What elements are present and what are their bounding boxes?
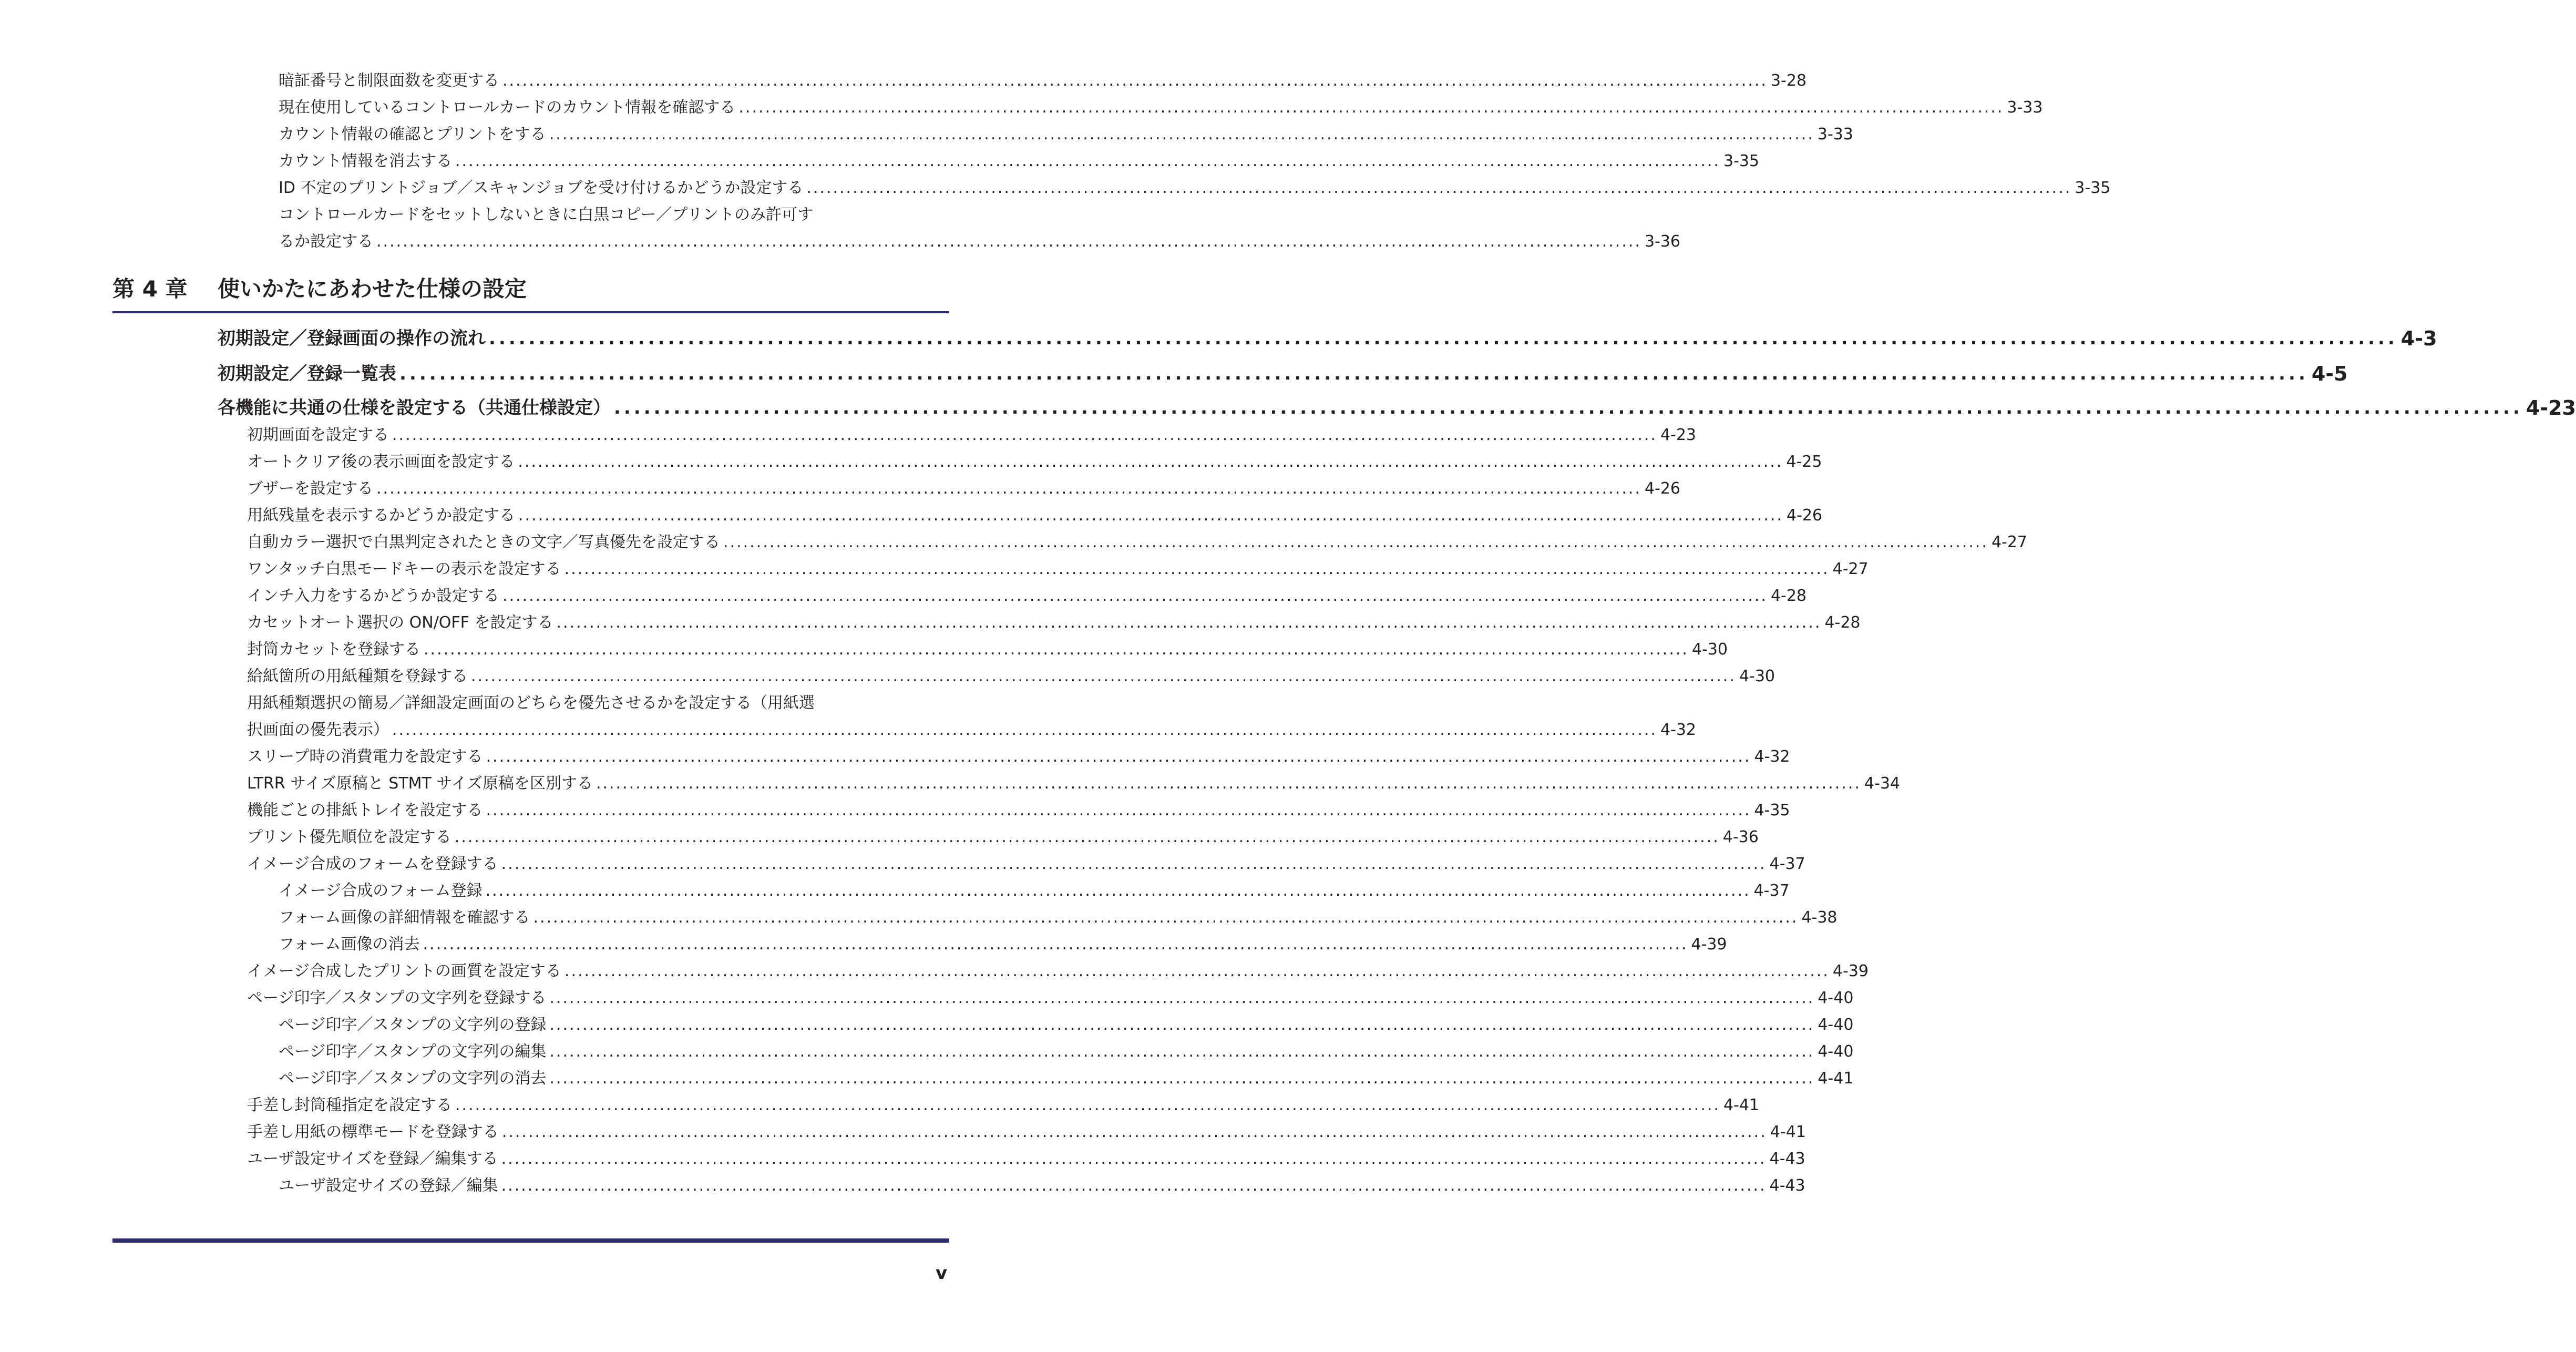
toc-entry[interactable] xyxy=(247,505,1823,526)
toc-entry[interactable] xyxy=(247,800,1790,821)
toc-entry-title: ブザーを設定する xyxy=(247,479,373,498)
toc-entry[interactable] xyxy=(279,880,1790,902)
toc-entry-page: 4-28 xyxy=(1824,613,1861,632)
toc-entry-title: ページ印字／スタンプの文字列の登録 xyxy=(279,1016,547,1034)
leader-dots: ................................................................................................................................................................................................ xyxy=(549,1042,1815,1061)
toc-entry[interactable] xyxy=(247,827,1759,848)
leader-dots: ................................................................................................................................................................................................ xyxy=(502,587,1768,605)
toc-entry-page: 4-39 xyxy=(1832,962,1869,980)
leader-dots: ................................................................................................................................................................................................ xyxy=(471,667,1736,685)
leader-dots: ................................................................................................................................................................................................ xyxy=(376,479,1641,498)
toc-entry-page: 4-40 xyxy=(1818,1016,1854,1034)
leader-dots: ................................................................................................................................................................................................ xyxy=(533,908,1799,927)
toc-entry-title: イメージ合成のフォーム登録 xyxy=(279,882,483,900)
toc-entry[interactable] xyxy=(247,854,1805,875)
toc-entry-page: 4-37 xyxy=(1769,855,1805,873)
toc-entry-page: 4-38 xyxy=(1801,908,1838,927)
leader-dots: ................................................................................................................................................................................................ xyxy=(454,828,1720,846)
toc-entry-page: 4-41 xyxy=(1770,1123,1806,1141)
toc-entry-title: ID 不定のプリントジョブ／スキャンジョブを受け付けるかどうか設定する xyxy=(279,179,804,197)
toc-entry[interactable] xyxy=(279,124,1853,145)
toc-entry-page: 4-25 xyxy=(1786,453,1822,471)
leader-dots: ................................................................................................................................................................................................ xyxy=(596,774,1861,793)
chapter-divider xyxy=(112,311,949,313)
toc-entry[interactable] xyxy=(247,1122,1806,1143)
toc-entry-title: LTRR サイズ原稿と STMT サイズ原稿を区別する xyxy=(247,774,593,793)
toc-entry-page: 4-43 xyxy=(1769,1176,1805,1195)
toc-entry-title: カセットオート選択の ON/OFF を設定する xyxy=(247,613,553,632)
toc-entry[interactable] xyxy=(247,961,1869,982)
toc-entry-title: 暗証番号と制限面数を変更する xyxy=(279,71,499,90)
toc-entry-title: 自動カラー選択で白黒判定されたときの文字／写真優先を設定する xyxy=(247,533,720,551)
toc-entry-title: スリープ時の消費電力を設定する xyxy=(247,747,483,766)
toc-section-page: 4-3 xyxy=(2400,327,2437,350)
toc-entry[interactable] xyxy=(279,934,1727,955)
toc-entry[interactable] xyxy=(247,532,2028,553)
toc-entry[interactable] xyxy=(247,720,1697,741)
toc-entry[interactable] xyxy=(279,1041,1854,1062)
toc-entry-page: 4-30 xyxy=(1739,667,1776,685)
toc-entry[interactable] xyxy=(247,559,1869,580)
leader-dots: ................................................................................................................................................................................................ xyxy=(485,882,1751,900)
toc-section-title: 初期設定／登録画面の操作の流れ xyxy=(218,328,486,349)
leader-dots: ................................................................................................................................................................................................ xyxy=(486,801,1751,820)
toc-entry-title: 給紙箇所の用紙種類を登録する xyxy=(247,667,468,685)
toc-entry-page: 4-37 xyxy=(1753,882,1790,900)
toc-section-title: 各機能に共通の仕様を設定する（共通仕様設定） xyxy=(218,397,611,418)
toc-entry-title: 手差し用紙の標準モードを登録する xyxy=(247,1123,499,1141)
leader-dots: ................................................................................................................................................................................................ xyxy=(518,453,1783,471)
toc-entry-page: 4-23 xyxy=(1660,426,1697,444)
toc-entry-page: 4-41 xyxy=(1723,1096,1760,1114)
toc-entry-page: 4-34 xyxy=(1864,774,1901,793)
leader-dots: ................................................................................................................................................................................................ xyxy=(723,533,1988,551)
chapter-title[interactable]: 使いかたにあわせた仕様の設定 xyxy=(218,276,527,302)
toc-entry-page: 4-32 xyxy=(1660,721,1697,739)
leader-dots: ................................................................................................................................................................................................ xyxy=(489,328,2398,349)
leader-dots: ................................................................................................................................................................................................ xyxy=(376,232,1641,251)
leader-dots: ................................................................................................................................................................................................ xyxy=(564,962,1830,980)
toc-entry[interactable] xyxy=(279,151,1760,172)
leader-dots: ................................................................................................................................................................................................ xyxy=(455,1096,1720,1114)
leader-dots: ................................................................................................................................................................................................ xyxy=(549,1069,1815,1088)
toc-entry-title: 封筒カセットを登録する xyxy=(247,640,420,659)
toc-entry-page: 3-35 xyxy=(2075,179,2111,197)
toc-entry-page: 4-27 xyxy=(1991,533,2028,551)
toc-entry-title: イメージ合成したプリントの画質を設定する xyxy=(247,962,561,980)
toc-entry-title-line1[interactable]: 用紙種類選択の簡易／詳細設定画面のどちらを優先させるかを設定する（用紙選 xyxy=(247,694,815,712)
leader-dots: ................................................................................................................................................................................................ xyxy=(518,506,1783,525)
toc-entry-title: 択画面の優先表示） xyxy=(247,721,389,739)
toc-entry-page: 4-39 xyxy=(1691,935,1727,954)
toc-entry-page: 4-40 xyxy=(1818,989,1854,1007)
leader-dots: ................................................................................................................................................................................................ xyxy=(501,1123,1767,1141)
toc-entry-title: るか設定する xyxy=(279,232,373,251)
toc-entry-page: 4-30 xyxy=(1691,640,1728,659)
toc-entry-page: 4-40 xyxy=(1818,1042,1854,1061)
toc-entry-page: 4-35 xyxy=(1754,801,1790,820)
toc-entry[interactable] xyxy=(247,452,1822,473)
toc-entry[interactable] xyxy=(279,1015,1854,1036)
toc-entry-title: カウント情報を消去する xyxy=(279,152,452,170)
toc-entry[interactable] xyxy=(279,178,2111,199)
leader-dots: ................................................................................................................................................................................................ xyxy=(564,560,1830,578)
toc-entry-page: 4-36 xyxy=(1722,828,1759,846)
toc-entry-title: ページ印字／スタンプの文字列を登録する xyxy=(247,989,547,1007)
toc-entry[interactable] xyxy=(247,1095,1760,1116)
toc-entry-title: プリント優先順位を設定する xyxy=(247,828,451,846)
toc-entry[interactable] xyxy=(279,1175,1805,1196)
leader-dots: ................................................................................................................................................................................................ xyxy=(556,613,1822,632)
toc-section[interactable] xyxy=(218,395,2576,421)
toc-entry-title: ページ印字／スタンプの文字列の消去 xyxy=(279,1069,547,1088)
toc-entry-title: フォーム画像の詳細情報を確認する xyxy=(279,908,530,927)
toc-entry-title: 初期画面を設定する xyxy=(247,426,389,444)
leader-dots: ................................................................................................................................................................................................ xyxy=(501,1176,1767,1195)
toc-entry-page: 3-36 xyxy=(1644,232,1681,251)
toc-entry-page: 4-26 xyxy=(1786,506,1823,525)
toc-section-title: 初期設定／登録一覧表 xyxy=(218,363,396,384)
leader-dots: ................................................................................................................................................................................................ xyxy=(806,179,2072,197)
toc-entry[interactable] xyxy=(247,746,1790,767)
chapter-label: 第 4 章 xyxy=(112,276,188,302)
footer-divider xyxy=(112,1238,949,1243)
toc-entry-title-line1[interactable]: コントロールカードをセットしないときに白黒コピー／プリントのみ許可す xyxy=(279,206,813,224)
toc-entry-title: カウント情報の確認とプリントをする xyxy=(279,125,546,144)
toc-entry[interactable] xyxy=(247,666,1776,687)
toc-entry-page: 3-33 xyxy=(2007,98,2043,117)
toc-entry-title: ワンタッチ白黒モードキーの表示を設定する xyxy=(247,560,561,578)
leader-dots: ................................................................................................................................................................................................ xyxy=(549,1016,1815,1034)
leader-dots: ................................................................................................................................................................................................ xyxy=(486,747,1751,766)
toc-entry[interactable] xyxy=(279,70,1807,91)
toc-section-page: 4-5 xyxy=(2311,362,2348,385)
toc-entry[interactable] xyxy=(279,97,2043,118)
toc-entry-title: ページ印字／スタンプの文字列の編集 xyxy=(279,1042,547,1061)
leader-dots: ................................................................................................................................................................................................ xyxy=(455,152,1720,170)
toc-entry-page: 4-41 xyxy=(1818,1069,1854,1088)
toc-entry-title: インチ入力をするかどうか設定する xyxy=(247,587,499,605)
toc-entry[interactable] xyxy=(247,586,1807,607)
toc-entry-title: 現在使用しているコントロールカードのカウント情報を確認する xyxy=(279,98,736,117)
toc-entry-title: オートクリア後の表示画面を設定する xyxy=(247,453,515,471)
toc-section[interactable] xyxy=(218,361,2348,386)
leader-dots: ................................................................................................................................................................................................ xyxy=(549,125,1814,144)
toc-entry-page: 4-27 xyxy=(1832,560,1869,578)
leader-dots: ................................................................................................................................................................................................ xyxy=(399,363,2308,384)
toc-entry-page: 3-28 xyxy=(1770,71,1807,90)
toc-entry[interactable] xyxy=(247,639,1728,660)
toc-entry-page: 4-32 xyxy=(1754,747,1790,766)
toc-entry[interactable] xyxy=(247,773,1901,794)
toc-entry[interactable] xyxy=(247,478,1681,499)
toc-entry-title: ユーザ設定サイズの登録／編集 xyxy=(279,1176,498,1195)
toc-entry[interactable] xyxy=(279,1068,1854,1089)
leader-dots: ................................................................................................................................................................................................ xyxy=(501,1150,1767,1168)
toc-entry-page: 4-26 xyxy=(1644,479,1681,498)
toc-entry-title: 用紙残量を表示するかどうか設定する xyxy=(247,506,515,525)
toc-entry-title: 手差し封筒種指定を設定する xyxy=(247,1096,452,1114)
toc-entry-title: フォーム画像の消去 xyxy=(279,935,420,954)
toc-entry[interactable] xyxy=(279,907,1838,928)
toc-entry[interactable] xyxy=(247,612,1861,633)
leader-dots: ................................................................................................................................................................................................ xyxy=(392,721,1657,739)
leader-dots: ................................................................................................................................................................................................ xyxy=(424,640,1689,659)
leader-dots: ................................................................................................................................................................................................ xyxy=(549,989,1815,1007)
leader-dots: ................................................................................................................................................................................................ xyxy=(423,935,1688,954)
toc-entry-page: 3-33 xyxy=(1817,125,1853,144)
toc-entry-page: 4-28 xyxy=(1770,587,1807,605)
toc-entry[interactable] xyxy=(247,425,1697,446)
leader-dots: ................................................................................................................................................................................................ xyxy=(502,71,1768,90)
leader-dots: ................................................................................................................................................................................................ xyxy=(614,397,2523,418)
toc-entry-title: 機能ごとの排紙トレイを設定する xyxy=(247,801,483,820)
toc-entry-page: 3-35 xyxy=(1723,152,1760,170)
page-number: v xyxy=(936,1263,948,1284)
toc-section-page: 4-23 xyxy=(2526,396,2576,419)
toc-entry-title: イメージ合成のフォームを登録する xyxy=(247,855,498,873)
toc-entry-page: 4-43 xyxy=(1769,1150,1805,1168)
leader-dots: ................................................................................................................................................................................................ xyxy=(738,98,2004,117)
toc-entry[interactable] xyxy=(279,231,1681,252)
toc-entry[interactable] xyxy=(247,988,1854,1009)
toc-section[interactable] xyxy=(218,326,2437,351)
leader-dots: ................................................................................................................................................................................................ xyxy=(392,426,1657,444)
toc-entry[interactable] xyxy=(247,1149,1805,1170)
leader-dots: ................................................................................................................................................................................................ xyxy=(501,855,1767,873)
toc-entry-title: ユーザ設定サイズを登録／編集する xyxy=(247,1150,498,1168)
